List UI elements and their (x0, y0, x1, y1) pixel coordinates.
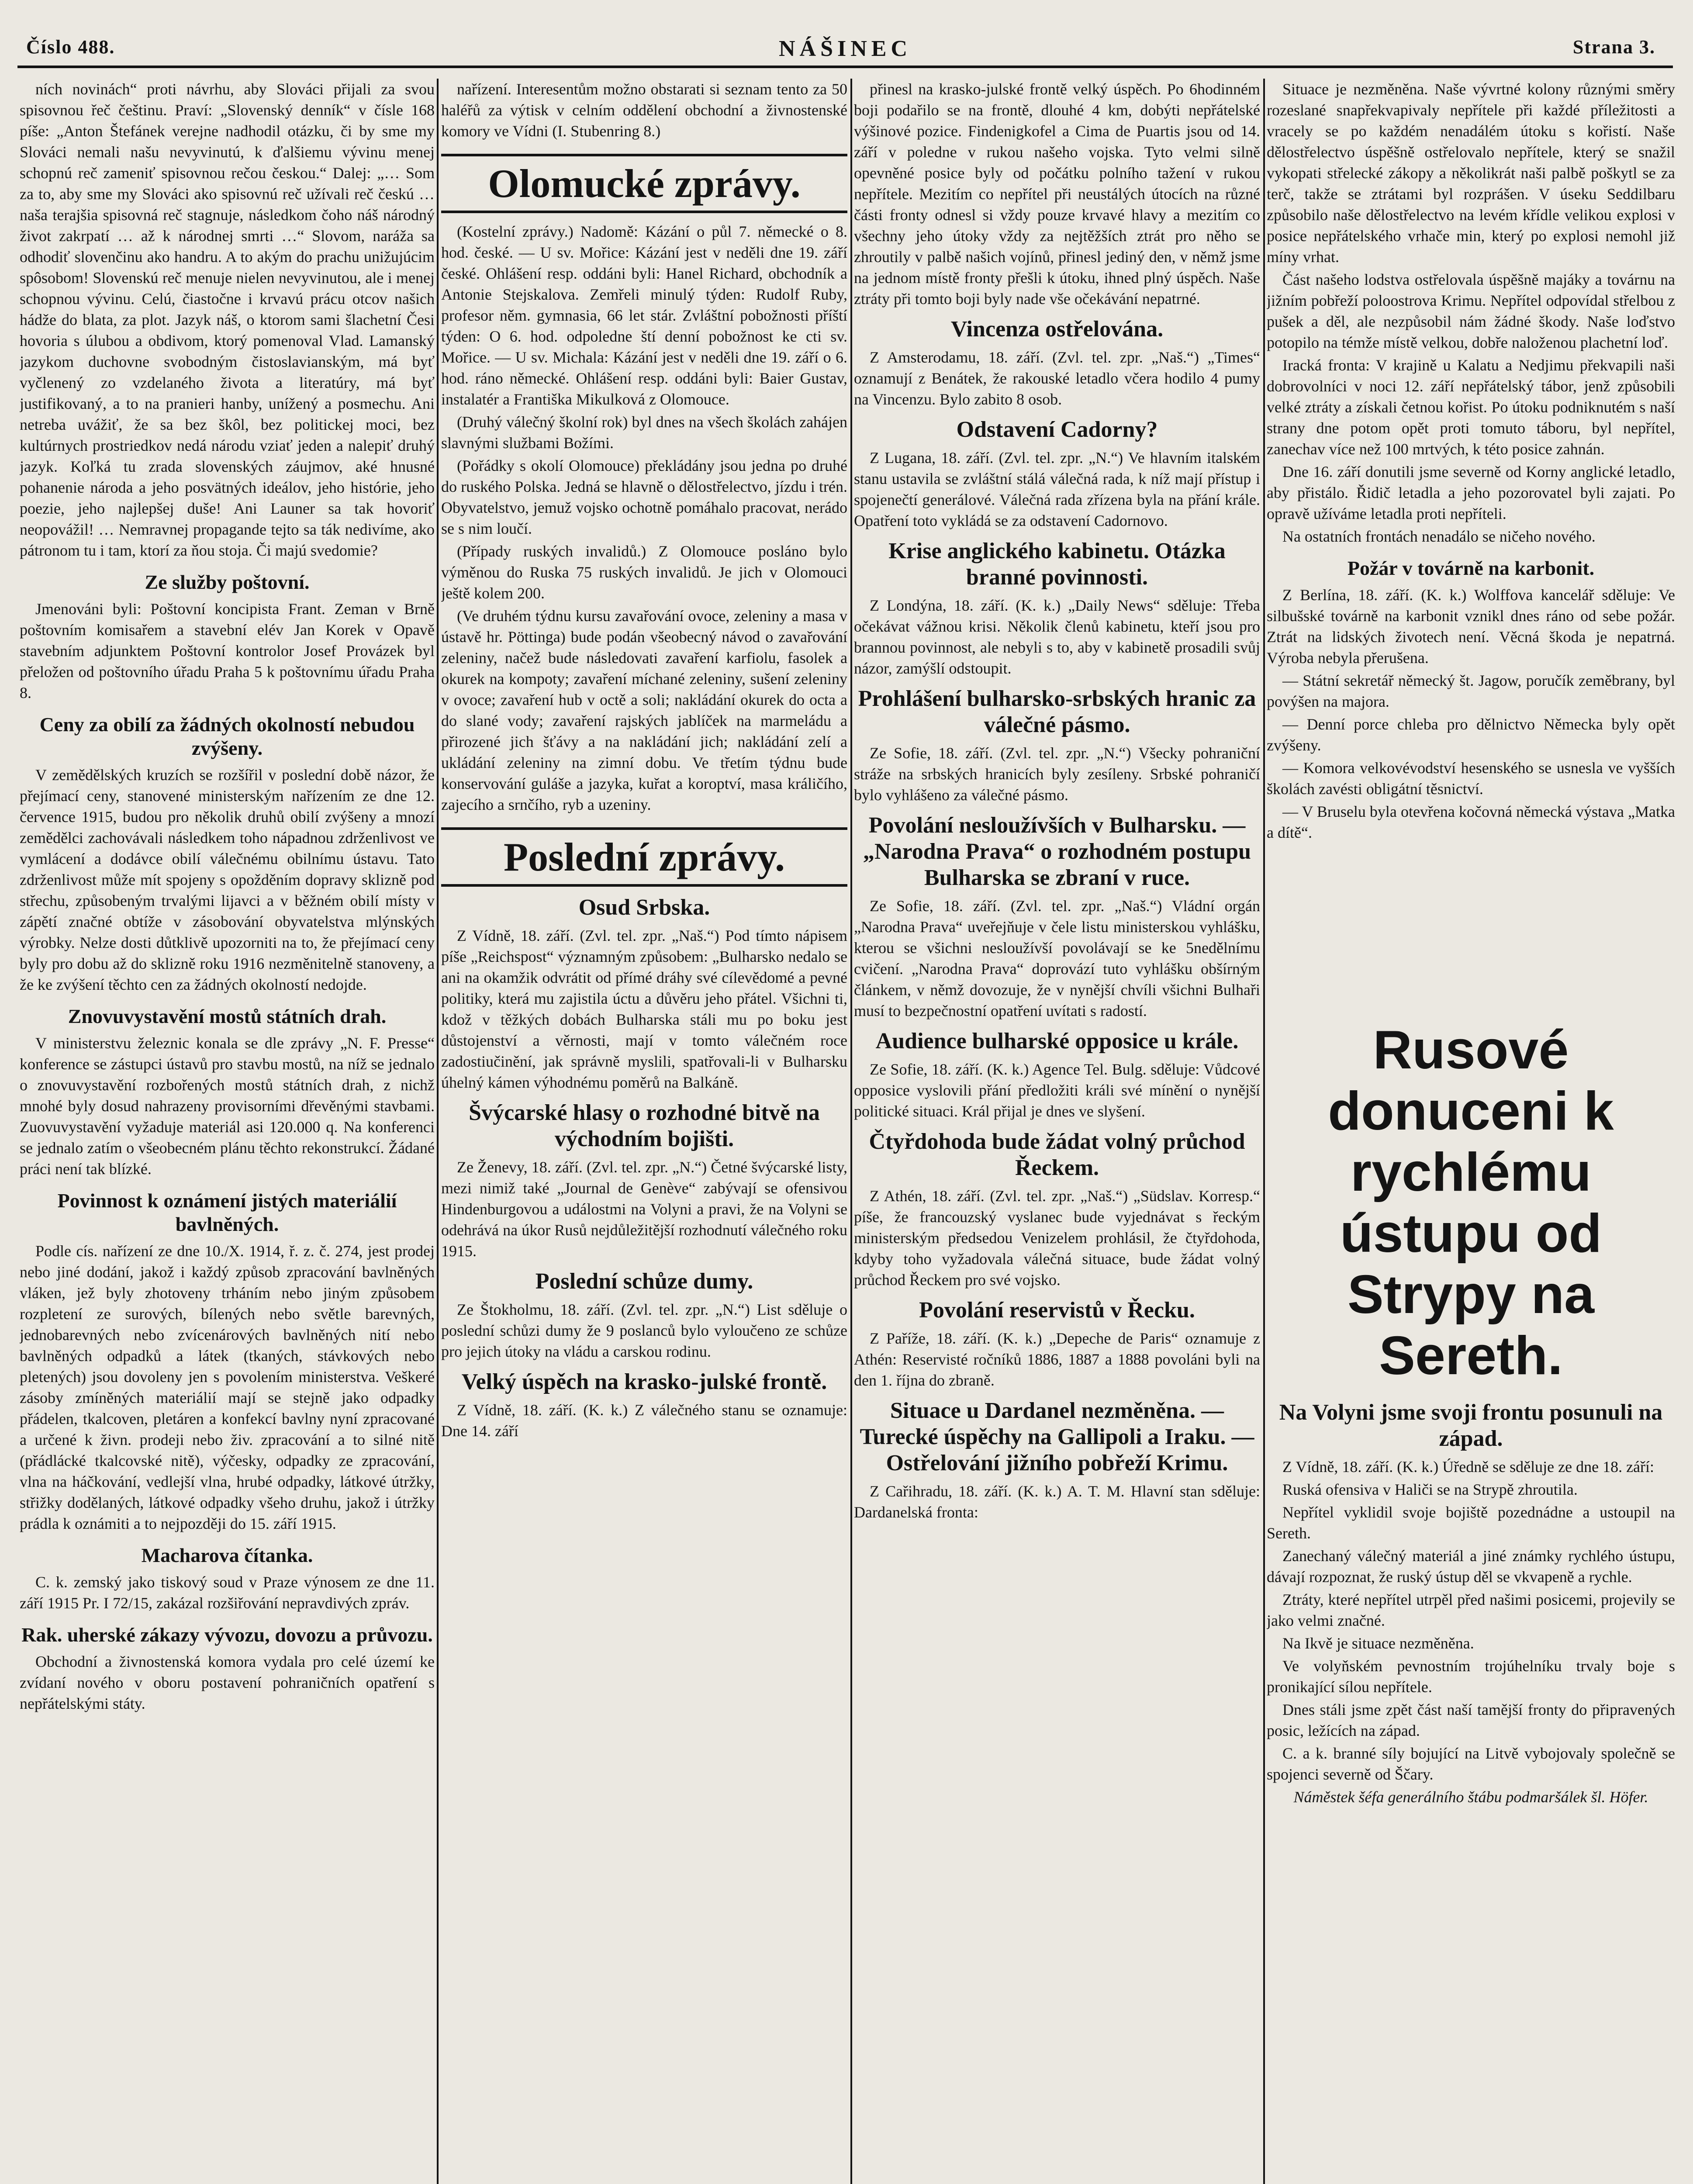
article-heading: Vincenza ostřelována. (950, 317, 1164, 342)
article-paragraph: Z Cařihradu, 18. září. (K. k.) A. T. M. Hlavní stan sděluje: Dardanelská fronta: (854, 1482, 1260, 1521)
article-paragraph: Dne 16. září donutili jsme severně od Korny anglické letadlo, aby přistálo. Řidič letadla a jeho pozorovatel byli zajati. Po opravě užíváme letadla proti nepříteli. (1267, 463, 1675, 522)
column-3 (854, 79, 1260, 2184)
article-paragraph: Ruská ofensiva v Haliči se na Strypě zhroutila. (1282, 1481, 1578, 1498)
article-paragraph: Na ostatních frontách nenadálo se ničeho nového. (1282, 528, 1596, 545)
article-paragraph: přinesl na krasko-julské frontě velký úspěch. Po 6hodinném boji podařilo se na frontě, dlouhé 4 km, dobýti nepřátelské výšinové pozice. Findenigkofel a Cima de Puartis jsou od 14. září v poledne v rukou našeho vojska. Tyto velmi silně opevněné posice byly od počátku polního tažení v rukou nepřítele. Mezitím co nepřítel při neustálých útocích na různé části fronty odnesl si vždy pouze krvavé hlavy a mezitím co všechny jeho útoky vždy za nejtěžších ztrát pro něho se zhroutily v palbě našich vojínů, přinesl jediný den, v němž jsme na jednom místě fronty přešli k útoku, ihned plný úspěch. Naše ztráty při tomto boji byly nade vše očekávání nepatrné. (854, 80, 1260, 308)
article-heading: Situace u Dardanel nezměněna. — Turecké úspěchy na Gallipoli a Iraku. — Ostřelování jižního pobřeží Krimu. (860, 1398, 1254, 1476)
article-heading: Odstavení Cadorny? (956, 417, 1158, 442)
article-heading: Audience bulharské opposice u krále. (875, 1029, 1239, 1054)
signature: Náměstek šéfa generálního štábu podmaršálek šl. Höfer. (1293, 1788, 1648, 1806)
article-heading: Macharova čítanka. (141, 1544, 313, 1566)
article-paragraph: Z Berlína, 18. září. (K. k.) Wolffova kancelář sděluje: Ve silbušské továrně na karbonit vznikl dnes ráno od sebe požár. Ztrát na lidských životech není. Věcná škoda je nepatrná. Výroba nebyla přerušena. (1267, 586, 1675, 667)
article-paragraph: Z Athén, 18. září. (Zvl. tel. zpr. „Naš.“) „Südslav. Korresp.“ píše, že francouzský vyslanec bude vyjednávat s řeckým ministerským předsedou Venizelem prohlásil, že čtyřdohoda, kdyby toho vyžadovala válečná situace, bude žádat volný průchod Řeckem pro své vojsko. (854, 1187, 1260, 1289)
article-heading: Čtyřdohoda bude žádat volný průchod Řeckem. (869, 1129, 1245, 1180)
article-heading: Krise anglického kabinetu. Otázka branné povinnosti. (888, 539, 1226, 590)
newspaper-title: NÁŠINEC (778, 36, 912, 61)
blank-space (1267, 845, 1675, 1002)
column-divider (437, 79, 439, 2184)
article-heading: Povolání nesloužívších v Bulharsku. — „Narodna Prava“ o rozhodném postupu Bulharska se zbraní v ruce. (863, 813, 1251, 890)
column-divider (1263, 79, 1265, 2184)
article-paragraph: Zanechaný válečný materiál a jiné známky rychlého ústupu, dávají rozpoznat, že ruský ústup děl se vkvapeně a rychle. (1267, 1547, 1675, 1586)
article-paragraph: (Případy ruských invalidů.) Z Olomouce posláno bylo výměnou do Ruska 75 ruských invalidů. Je jich v Olomouci ještě kolem 200. (441, 543, 847, 602)
article-paragraph: — Komora velkovévodství hesenského se usnesla ve vyšších školách zavésti obligátní těsnictví. (1267, 759, 1675, 798)
article-heading: Švýcarské hlasy o rozhodné bitvě na východním bojišti. (469, 1100, 820, 1151)
article-paragraph: Jmenováni byli: Poštovní koncipista Frant. Zeman v Brně poštovním komisařem a stavební elév Jan Korek v Opavě stavebním adjunktem Poštovní kontrolor Josef Provázek byl přeložen od poštovního úřadu Praha 5 k poštovnímu úřadu Praha 8. (20, 600, 435, 702)
article-heading: Rak. uherské zákazy vývozu, dovozu a průvozu. (21, 1624, 433, 1646)
article-paragraph: Z Paříže, 18. září. (K. k.) „Depeche de Paris“ oznamuje z Athén: Reservisté ročníků 1886, 1887 a 1888 povoláni byli na den 1. října do zbraně. (854, 1330, 1260, 1389)
article-heading: Prohlášení bulharsko-srbských hranic za válečné pásmo. (858, 686, 1256, 737)
article-paragraph: Z Lugana, 18. září. (Zvl. tel. zpr. „N.“) Ve hlavním italském stanu ustavila se zvláštní stálá válečná rada, k níž mají přístup i spojenečtí generálové. Válečná rada zřízena byla na přání krále. Opatření toto vykládá se za odstavení Cadornovo. (854, 449, 1260, 529)
article-heading: Ze služby poštovní. (145, 571, 310, 593)
column-2 (441, 79, 847, 2184)
article-paragraph: (Ve druhém týdnu kursu zavařování ovoce, zeleniny a masa v ústavě hr. Pöttinga) bude podán všeobecný návod o zavařování zeleniny, načež bude následovati zavaření karfiolu, fasolek a okurek na kompoty; zavaření míchané zeleniny, sušení zeleniny v ovoce; zavaření hub v octě a soli; nakládání okurek do octa a do slané vody; zavaření rajských jablíček na marmeládu a přirozené jich šťávy a na nakládání jich; nakládání zelí a ukládání zeleniny na zimní dobu. Ve třetím týdnu bude konservování guláše a jazyka, kuřat a koroptví, masa králičího, zajecího a srnčího, ryb a uzeniny. (441, 607, 847, 813)
issue-number: Číslo 488. (26, 36, 115, 58)
article-paragraph: Z Londýna, 18. září. (K. k.) „Daily News“ sděluje: Třeba očekávat vážnou krisi. Několik členů kabinetu, kteří jsou pro brannou povinnost, ale nebyli s to, aby v kabinetě prosadili svůj názor, zamýšlí odstoupit. (854, 597, 1260, 677)
article-paragraph: Z Amsterodamu, 18. září. (Zvl. tel. zpr. „Naš.“) „Times“ oznamují z Benátek, že rakouské letadlo včera hodilo 4 pumy na Vincenzu. Bylo zabito 8 osob. (854, 349, 1260, 408)
article-heading: Osud Srbska. (578, 895, 710, 920)
article-paragraph: (Druhý válečný školní rok) byl dnes na všech školách zahájen slavnými službami Božími. (441, 413, 847, 452)
article-heading: Povolání reservistů v Řecku. (919, 1298, 1195, 1323)
article-paragraph: — Státní sekretář německý št. Jagow, poručík zeměbrany, byl povýšen na majora. (1267, 672, 1675, 710)
article-paragraph: Ze Sofie, 18. září. (K. k.) Agence Tel. Bulg. sděluje: Vůdcové opposice vyslovili přání předložiti králi své mínění o nynější politické situaci. Král přijal je dnes ve slyšení. (854, 1061, 1260, 1120)
article-heading: Znovuvystavění mostů státních drah. (68, 1005, 387, 1027)
section-heading-olomouc: Olomucké zprávy. (441, 154, 847, 213)
article-paragraph: C. k. zemský jako tiskový soud v Praze výnosem ze dne 11. září 1915 Pr. I 72/15, zakázal rozšiřování nepravdivých zpráv. (20, 1573, 435, 1612)
article-paragraph: Ztráty, které nepřítel utrpěl před našimi posicemi, projevily se jako velmi značné. (1267, 1591, 1675, 1629)
article-heading: Ceny za obilí za žádných okolností nebudou zvýšeny. (39, 713, 415, 759)
article-paragraph: ních novinách“ proti návrhu, aby Slováci přijali za svou spisovnou řeč češtinu. Praví: „Slovenský denník“ v čísle 168 píše: „Anton Štefánek verejne nadhodil otázku, či by sme my Slováci nemali našu nevyvinutú, k ďalšiemu vývinu menej schopnú reč zameniť spisovnou rečou českou.“ Dalej: „… Som za to, aby sme my Slováci ako spisovnú reč užívali reč českú … naša terajšia spisovná reč stagnuje, následkom čoho náš národný život zakrpatí … až k národnej smrti …“ Slovom, naráža sa odhodiť slovenčinu ako handru. A to akým do prachu unižujúcim spôsobom! Slovenskú reč menuje nielen nevyvinutou, ale i menej schopnou vývinu. Celú, čiastočne i krvavú prácu otcov našich hádže do blata, za plot. Jazyk náš, o ktorom sami šlachetní Česi hovoria s úlubou a obdivom, ktorý pomenoval Vlad. Lamanský jazykom duchovne svobodným čistoslavianským, má byť vyčlenený zo vzdelaného života a literatúry, má byť justifikovaný, a to na pranieri hanby, unížený a posmechu. Ani netreba uvážiť, že sa bez škôl, bez politickej moci, bez kultúrnych prostriedkov nedá národu vziať jeden a nalepiť druhý jazyk. Koľká tu zrada slovenských záujmov, aké hnusné pohanenie národa a jeho posvätných ideálov, jeho histórie, jeho poezie, jeho najlepšej duše! Ani Launer sa tak hovoriť neopovážil! … Nemravnej propagande tejto sa ták nedivíme, ako pátronom tu i tam, ktorí za ňou stoja. Či majú svedomie? (20, 80, 435, 559)
article-paragraph: Ze Štokholmu, 18. září. (Zvl. tel. zpr. „N.“) List sděluje o poslední schůzi dumy že 9 poslanců bylo vyloučeno ze schůze pro jejich útoky na vládu a carskou rodinu. (441, 1301, 847, 1360)
article-heading: Povinnost k oznámení jistých materiálií bavlněných. (57, 1189, 397, 1235)
article-heading: Velký úspěch na krasko-julské frontě. (461, 1369, 827, 1394)
column-divider (850, 79, 852, 2184)
article-heading: Na Volyni jsme svoji frontu posunuli na západ. (1279, 1400, 1663, 1451)
article-paragraph: (Kostelní zprávy.) Nadomě: Kázání o půl 7. německé o 8. hod. české. — U sv. Mořice: Kázání jest v neděli dne 19. září české. Ohlášení resp. oddáni byli: Hanel Richard, obchodník a Antonie Stejskalova. Zemřeli minulý týden: Rudolf Ruby, profesor něm. gymnasia, 66 let stár. Zvláštní pobožnosti příští týden: O 6. hod. odpoledne ští denní pobožnost ke cti sv. Mořice. — U sv. Michala: Kázání jest v neděli dne 19. září o 6. hod. ráno německé. Ohlášení resp. oddáni byli: Baier Gustav, instalatér a Františka Mikulková z Olomouce. (441, 223, 847, 408)
article-paragraph: Dnes stáli jsme zpět část naší tamější fronty do připravených posic, ležících na západ. (1267, 1701, 1675, 1739)
article-paragraph: (Pořádky s okolí Olomouce) překládány jsou jedna po druhé do ruského Polska. Jedná se hlavně o dělostřelectvo, jízdu i trén. Obyvatelstvo, jemuž vojsko ochotně pomáhalo pracovat, nerádo se s nim loučí. (441, 457, 847, 537)
column-4 (1267, 79, 1675, 2184)
article-paragraph: Ze Sofie, 18. září. (Zvl. tel. zpr. „N.“) Všecky pohraniční stráže na srbských hranicích byly zesíleny. Srbské pohraničí bylo vyhlášeno za válečné pásmo. (854, 744, 1260, 804)
article-paragraph: Z Vídně, 18. září. (K. k.) Z válečného stanu se oznamuje: Dne 14. září (441, 1401, 847, 1440)
article-heading: Požár v továrně na karbonit. (1347, 557, 1595, 579)
article-heading: Poslední schůze dumy. (535, 1269, 753, 1294)
article-paragraph: Z Vídně, 18. září. (K. k.) Úředně se sděluje ze dne 18. září: (1282, 1458, 1655, 1476)
article-paragraph: Iracká fronta: V krajině u Kalatu a Nedjimu překvapili naši dobrovolníci v noci 12. září nepřátelský tábor, jenž způsobili velké ztráty a získali četnou kořist. Po útoku podniknutém s naší strany dne potom opět proti tomuto táboru, byl nepřítel, zanechav více než 100 mrtvých, k této posice zahnán. (1267, 356, 1675, 458)
article-paragraph: Nepřítel vyklidil svoje bojiště pozednádne a ustoupil na Sereth. (1267, 1503, 1675, 1542)
article-paragraph: — V Bruselu byla otevřena kočovná německá výstava „Matka a dítě“. (1267, 803, 1675, 841)
article-paragraph: C. a k. branné síly bojující na Litvě vybojovaly společně se spojenci severně od Ščary. (1267, 1745, 1675, 1783)
article-paragraph: Z Vídně, 18. září. (Zvl. tel. zpr. „Naš.“) Pod tímto nápisem píše „Reichspost“ významným způsobem: „Bulharsko nedalo se ani na okamžik odvrátit od přímé dráhy své cílevědomé a pevné politiky, která mu zajistila úctu a důvěru jeho přátel. Všichni ti, kdož v těžkých dobách Bulharska stáli mu po boku jest důstojenství a věrnosti, mají v tomto válečném roce zadostiučinění, jak správně myslili, spatřovali-li v Bulharsku úhelný kámen výhodnému poměrů na Balkáně. (441, 927, 847, 1091)
article-paragraph: V zemědělských kruzích se rozšířil v poslední době názor, že přejímací ceny, stanovené ministerským nařízením ze dne 12. července 1915, budou pro několik druhů obilí zvýšeny a mnozí zemědělci zachovávali následkem toho nápadnou zdrženlivost ve vymlácení a dodávce obilí válečnému obilnímu ústavu. Tato zdrženlivost může mít spojeny s opožděním dopravy sklizně pod střechu, způsobeným trvalými lijavci a v běžném obilí místy v zápětí značné obtíže v zásobování obyvatelstva mlýnských výrobky. Nelze dosti důtklivě upozorniti na to, že přejímací ceny byly pro dobu až do sklizně roku 1916 nezměnitelně stanoveny, a že ke zvýšení těchto cen za žádných okolností nedojde. (20, 766, 435, 993)
article-paragraph: — Denní porce chleba pro dělnictvo Německa byly opět zvýšeny. (1267, 715, 1675, 754)
article-paragraph: nařízení. Interesentům možno obstarati si seznam tento za 50 haléřů za výtisk v celním oddělení obchodní a živnostenské komory ve Vídni (I. Stubenring 8.) (441, 80, 847, 140)
article-paragraph: V ministerstvu železnic konala se dle zprávy „N. F. Presse“ konference se zástupci ústavů pro stavbu mostů, na níž se jednalo o znovuvystavění rozbořených mostů státních drah, z nichž mnohé byly dosud nahrazeny provisorními dřevěnými stavbami. Zuovuvystavění vyžaduje materiál asi 120.000 q. Na konferenci se jednalo zatím o všeobecném plánu těchto rekonstrukcí. Žádané práci není tak blízké. (20, 1034, 435, 1178)
article-paragraph: Ze Ženevy, 18. září. (Zvl. tel. zpr. „N.“) Četné švýcarské listy, mezi nimiž také „Journal de Genève“ zabývají se ofensivou Hindenburgovou a událostmi na Volyni a pravi, že na Volyni se odehrává na úkor Rusů nejdůležitější rozhodnutí válečného roku 1915. (441, 1158, 847, 1260)
page-number: Strana 3. (1572, 36, 1655, 58)
page-header (17, 31, 1673, 68)
column-1 (20, 79, 435, 2184)
article-paragraph: Obchodní a živnostenská komora vydala pro celé území ke zvídaní nového v oboru postavení pohraničních opatření s nepřátelskými státy. (20, 1653, 435, 1712)
section-heading-latest-news: Poslední zprávy. (441, 827, 847, 887)
article-paragraph: Ve volyňském pevnostním trojúhelníku trvaly boje s pronikající sílou nepřítele. (1267, 1657, 1675, 1696)
main-headline: Rusové donuceni k rychlému ústupu od Strypy na Sereth. (1328, 1020, 1614, 1386)
article-paragraph: Ze Sofie, 18. září. (Zvl. tel. zpr. „Naš.“) Vládní orgán „Narodna Prava“ uveřejňuje v čele listu ministerskou vyhlášku, kterou se všichni nesloužívší povolávají se ke 5nedělnímu cvičení. „Narodna Prava“ doprovází tuto vyhlášku obšírným článkem, v němž dovozuje, že v nynější chvíli všichni Bulhaři musí to bezpečnostní opatření uvítati s radostí. (854, 897, 1260, 1019)
article-paragraph: Situace je nezměněna. Naše vývrtné kolony různými směry rozeslané snapřekvapivaly nepřítele při každé příležitosti a vracely se po každém nenadálém útoku s kořistí. Naše dělostřelectvo úspěšně ostřelovalo nepřítele, který se snažil vykopati střelecké zákopy a několikrát naši palbě poškytl se za terč, takže se ztrátami byl rozprášen. V úseku Seddilbaru způsobilo naše dělostřelectvo na levém křídle velikou explosi v posice nepřátelského vrhače min, který po explosi nemohl již míny vrhat. (1267, 80, 1675, 266)
article-paragraph: Na Ikvě je situace nezměněna. (1282, 1635, 1474, 1652)
article-paragraph: Část našeho lodstva ostřelovala úspěšně majáky a továrnu na jižním pobřeží poloostrova Krimu. Nepřítel odpovídal střelbou z pušek a děl, ale nezpůsobil nám žádné škody. Naše loďstvo potopilo na témže místě velkou, dobře naloženou plachetní loď. (1267, 271, 1675, 351)
article-paragraph: Podle cís. nařízení ze dne 10./X. 1914, ř. z. č. 274, jest prodej nebo jiné dodání, jakož i každý způsob zpracování bavlněných vláken, jež byly zhotoveny trháním nebo jiným způsobem rozpletení ze surových, bílených nebo světle barevných, jednobarevných nebo zvícenárových bavlněných nití nebo bavlněných odpadků a látek (tkaných, stávkových nebo pletených) jsou dovoleny jen s povolením ministerstva. Veškeré zásoby zmíněných materiálií mají se stejně jako odpadky přádelen, tkalcoven, pletáren a konfekcí bavlny nyní zpracované a určené k živn. prodeji nebo živ. zpracování a to silné nitě (přádlácké tkalcovské nitě), výčesky, odpadky ze zpracování, vlna na háčkování, vedlejší vlna, hrubé odpadky, látkové útržky, střižky dodělaných, látkové odpadky všeho druhu, jakož i útržky prádla k oznámiti a to nejpozději do 15. září 1915. (20, 1242, 435, 1532)
